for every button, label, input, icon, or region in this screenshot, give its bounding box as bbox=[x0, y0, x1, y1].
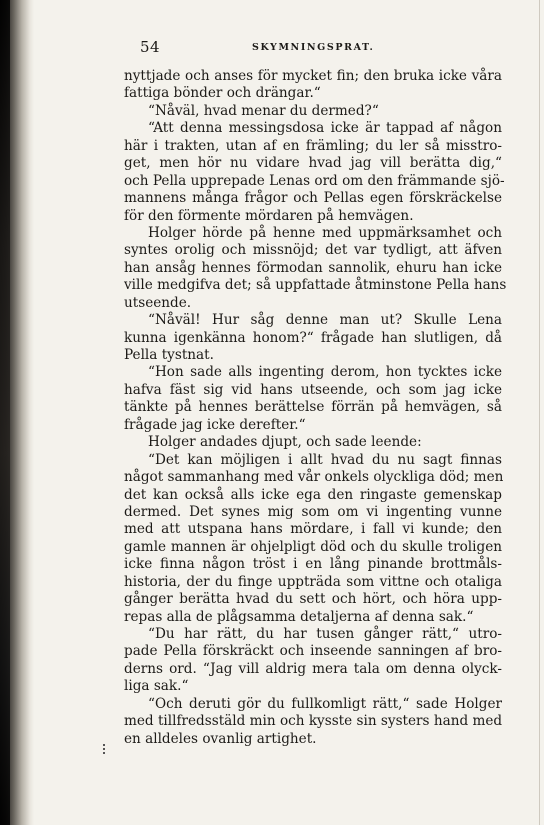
text-line: nyttjade och anses för mycket fin; den bruka icke våra bbox=[124, 68, 502, 84]
text-line: Holger hörde på henne med uppmärksamhet och bbox=[148, 224, 502, 241]
text-line: “Hon sade alls ingenting derom, hon tycktes icke bbox=[148, 364, 502, 381]
page-edge bbox=[539, 0, 540, 825]
text-line: repas alla de plågsamma detaljerna af denna sak.“ bbox=[124, 608, 474, 625]
text-line: dermed. Det synes mig som om vi ingenting vunne bbox=[124, 503, 502, 520]
text-line: kunna igenkänna honom?“ frågade han slutligen, då bbox=[124, 329, 502, 346]
text-line: Pella tystnat. bbox=[124, 347, 214, 363]
text-line: utseende. bbox=[124, 294, 192, 311]
text-line: en alldeles ovanlig artighet. bbox=[124, 730, 317, 747]
text-line: med tillfredsstäld min och kysste sin systers hand med bbox=[124, 713, 503, 730]
text-line: tänkte på hennes berättelse förrän på hemvägen, så bbox=[124, 399, 502, 416]
text-line: get, men hör nu vidare hvad jag vill berätta dig,“ bbox=[124, 155, 502, 172]
text-line: Holger andades djupt, och sade leende: bbox=[148, 434, 422, 451]
text-line: ville medgifva det; så uppfattade åtminstone Pella hans bbox=[124, 277, 507, 294]
text-line: historia, der du finge uppträda som vittne och otaliga bbox=[124, 573, 502, 590]
book-spine-shadow bbox=[0, 0, 34, 825]
text-line: här i trakten, utan af en främling; du ler så misstro- bbox=[124, 137, 502, 154]
body-text bbox=[124, 68, 507, 748]
text-line: icke finna någon tröst i en lång pinande brottmåls- bbox=[124, 556, 502, 573]
text-line: med att utspana hans mördare, i fall vi kunde; den bbox=[124, 521, 502, 538]
running-title: SKYMNINGSPRAT. bbox=[252, 42, 375, 53]
text-line: frågade jag icke derefter.“ bbox=[124, 416, 306, 433]
text-line: för den förmente mördaren på hemvägen. bbox=[124, 207, 414, 224]
text-line: och Pella upprepade Lenas ord om den främmande sjö- bbox=[124, 172, 505, 189]
text-line: “Nåväl! Hur såg denne man ut? Skulle Lena bbox=[148, 312, 502, 329]
text-line: gånger berätta hvad du sett och hört, och höra upp- bbox=[124, 591, 502, 608]
binding-edge bbox=[0, 0, 10, 825]
text-line: “Att denna messingsdosa icke är tappad af någon bbox=[148, 120, 502, 137]
margin-mark bbox=[103, 744, 108, 754]
text-line: mannens många frågor och Pellas egen förskräckelse bbox=[124, 190, 502, 207]
text-line: han ansåg hennes förmodan sannolik, ehuru han icke bbox=[124, 259, 502, 276]
text-line: “Det kan möjligen i allt hvad du nu sagt finnas bbox=[148, 451, 502, 468]
text-line: “Nåväl, hvad menar du dermed?“ bbox=[148, 102, 379, 119]
text-line: “Du har rätt, du har tusen gånger rätt,“ utro- bbox=[148, 626, 502, 642]
text-line: pade Pella förskräckt och inseende sanningen af bro- bbox=[124, 643, 502, 660]
page-number: 54 bbox=[140, 38, 161, 56]
text-line: syntes orolig och missnöjd; det var tydligt, att äfven bbox=[124, 242, 502, 259]
text-line: hafva fäst sig vid hans utseende, och som jag icke bbox=[124, 381, 502, 398]
text-line: derns ord. “Jag vill aldrig mera tala om denna olyck- bbox=[124, 660, 502, 677]
text-line: gamle mannen är ohjelpligt död och du skulle troligen bbox=[124, 538, 502, 555]
text-line: det kan också alls icke ega den ringaste gemenskap bbox=[124, 486, 502, 503]
page-header bbox=[120, 38, 500, 58]
text-line: fattiga bönder och drängar.“ bbox=[124, 85, 321, 102]
text-line: “Och deruti gör du fullkomligt rätt,“ sade Holger bbox=[148, 695, 502, 712]
text-line: liga sak.“ bbox=[124, 678, 189, 695]
text-line: något sammanhang med vår onkels olyckliga död; men bbox=[124, 469, 504, 486]
